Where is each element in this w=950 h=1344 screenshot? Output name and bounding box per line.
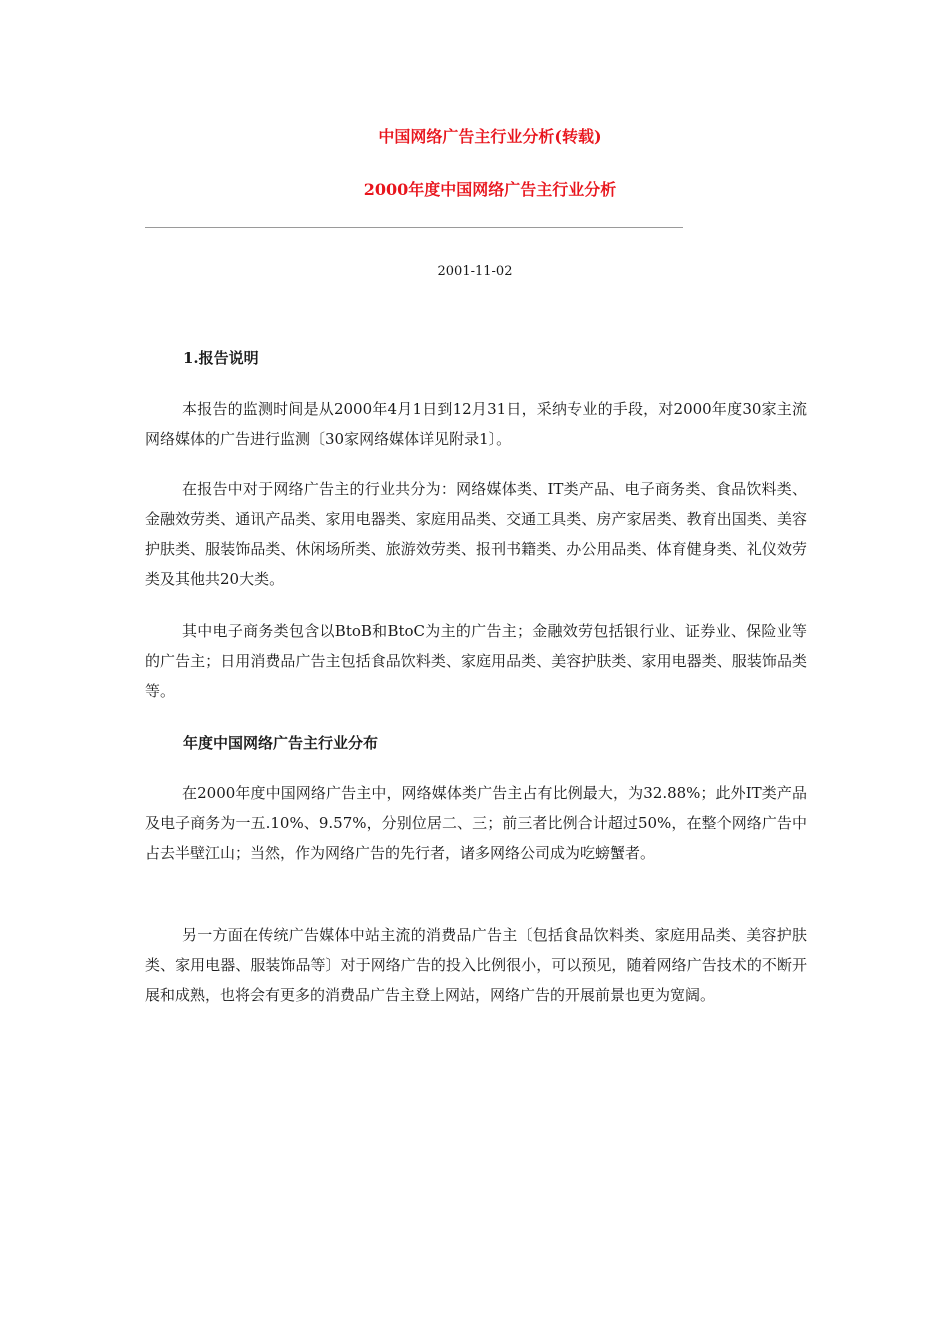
document-subtitle: 2000年度中国网络广告主行业分析: [363, 180, 617, 199]
document-title: 中国网络广告主行业分析(转载): [378, 127, 602, 146]
paragraph-distribution-share: 在2000年度中国网络广告主中，网络媒体类广告主占有比例最大，为32.88%；此外IT类产品及电子商务为一五.10%、9.57%，分别位居二、三；前三者比例合计超过50%，在整个网络广告中占去半壁江山；当然，作为网络广告的先行者，诸多网络公司成为吃螃蟹者。: [145, 784, 807, 862]
horizontal-divider: [145, 227, 683, 228]
publish-date: 2001-11-02: [437, 264, 513, 279]
section-heading-industry-distribution: 年度中国网络广告主行业分布: [183, 734, 379, 752]
paragraph-industry-categories: 在报告中对于网络广告主的行业共分为：网络媒体类、IT类产品、电子商务类、食品饮料类、金融效劳类、通讯产品类、家用电器类、家庭用品类、交通工具类、房产家居类、教育出国类、美容护肤类、服装饰品类、休闲场所类、旅游效劳类、报刊书籍类、办公用品类、体育健身类、礼仪效劳类及其他共20大类。: [145, 480, 807, 588]
paragraph-consumer-goods-outlook: 另一方面在传统广告媒体中站主流的消费品广告主〔包括食品饮料类、家庭用品类、美容护肤类、家用电器、服装饰品等〕对于网络广告的投入比例很小，可以预见，随着网络广告技术的不断开展和成熟，也将会有更多的消费品广告主登上网站，网络广告的开展前景也更为宽阔。: [145, 926, 807, 1004]
section-heading-report-description: 1.报告说明: [183, 349, 259, 367]
paragraph-category-definitions: 其中电子商务类包含以BtoB和BtoC为主的广告主；金融效劳包括银行业、证券业、保险业等的广告主；日用消费品广告主包括食品饮料类、家庭用品类、美容护肤类、家用电器类、服装饰品类等。: [145, 622, 807, 700]
paragraph-monitoring-period: 本报告的监测时间是从2000年4月1日到12月31日，采纳专业的手段，对2000年度30家主流网络媒体的广告进行监测〔30家网络媒体详见附录1〕。: [145, 400, 807, 448]
